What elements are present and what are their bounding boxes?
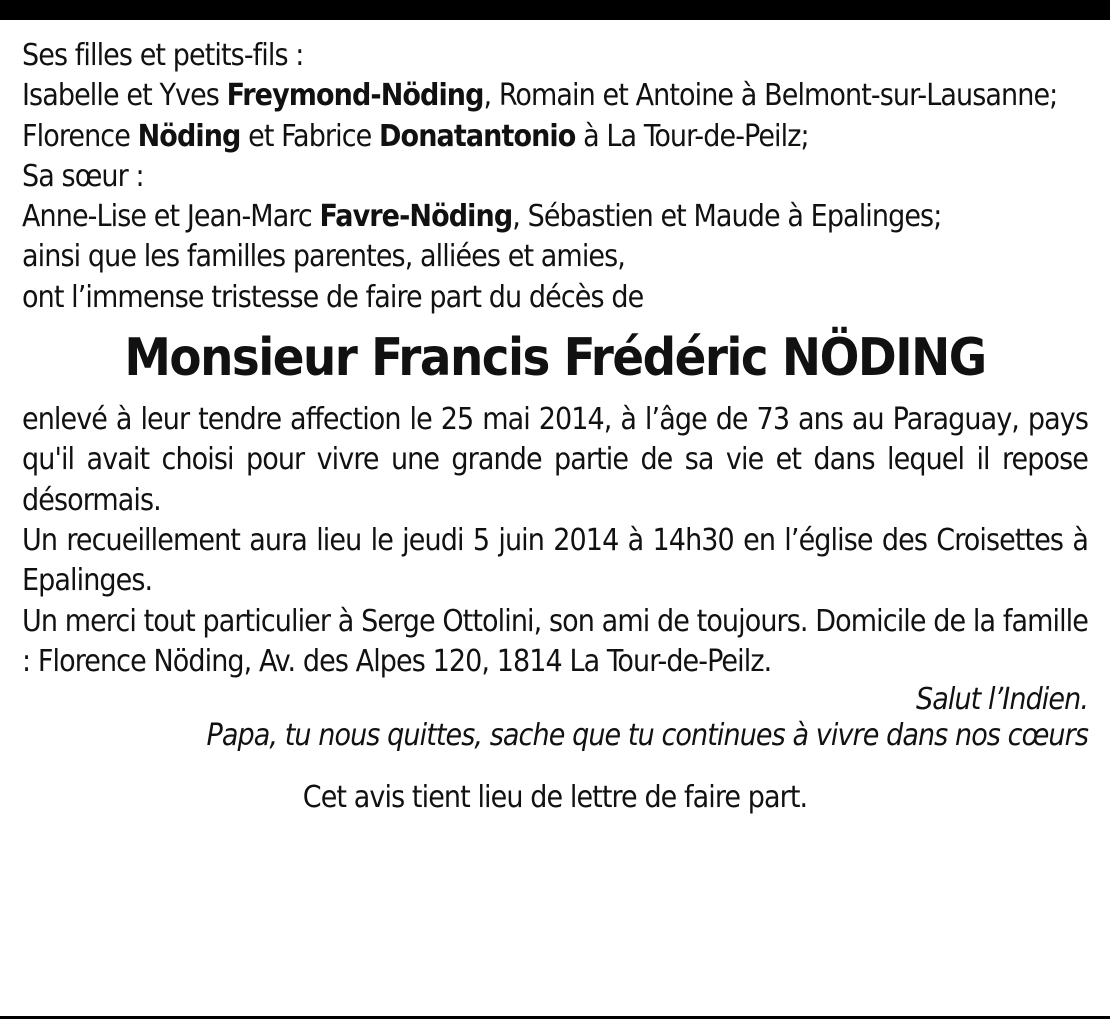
family-line-text: Anne-Lise et Jean-Marc (22, 199, 320, 235)
surname-noding: Nöding (137, 118, 241, 154)
family-line-text: et Fabrice (240, 118, 380, 154)
body-paragraph-ceremony: Un recueillement aura lieu le jeudi 5 juin 2014 à 14h30 en l’église des Croisettes à Epalinges. (22, 522, 1088, 599)
family-line-noding (22, 117, 1088, 157)
bottom-border-line (0, 1016, 1110, 1019)
notice-body (22, 400, 1088, 682)
surname-donatantonio: Donatantonio (379, 118, 576, 154)
sister-heading: Sa sœur : (22, 158, 144, 194)
body-paragraph-death: enlevé à leur tendre affection le 25 mai 2014, à l’âge de 73 ans au Paraguay, pays qu'il avait choisi pour vivre une grande partie de sa vie et dans lequel il repose désormais. (22, 402, 1088, 518)
obituary-notice (22, 36, 1088, 818)
announcement-line: ont l’immense tristesse de faire part du décès de (22, 279, 644, 315)
family-line-text: Florence (22, 118, 138, 154)
family-line-text: , Romain et Antoine à Belmont-sur-Lausanne; (483, 78, 1058, 114)
deceased-name: Monsieur Francis Frédéric NÖDING (124, 328, 986, 389)
quote-papa: Papa, tu nous quittes, sache que tu continues à vivre dans nos cœurs (206, 718, 1088, 754)
extended-family-line: ainsi que les familles parentes, alliées et amies, (22, 239, 625, 275)
family-list (22, 36, 1088, 318)
surname-favre-noding: Favre-Nöding (319, 199, 513, 235)
closing-statement: Cet avis tient lieu de lettre de faire part. (302, 780, 808, 816)
quote-salut: Salut l’Indien. (916, 682, 1088, 718)
family-line-text: , Sébastien et Maude à Epalinges; (512, 199, 942, 235)
daughters-heading: Ses filles et petits-fils : (22, 38, 304, 73)
family-line-text: Isabelle et Yves (22, 78, 227, 114)
family-line-favre (22, 197, 1088, 237)
surname-freymond-noding: Freymond-Nöding (226, 78, 484, 114)
farewell-quotes (22, 682, 1088, 754)
family-line-text: à La Tour-de-Peilz; (575, 118, 809, 154)
family-line-freymond (22, 76, 1088, 116)
top-border-bar (0, 0, 1110, 20)
body-paragraph-thanks: Un merci tout particulier à Serge Ottolini, son ami de toujours. Domicile de la famille : Florence Nöding, Av. des Alpes 120, 1814 La Tour-de-Peilz. (22, 603, 1088, 679)
